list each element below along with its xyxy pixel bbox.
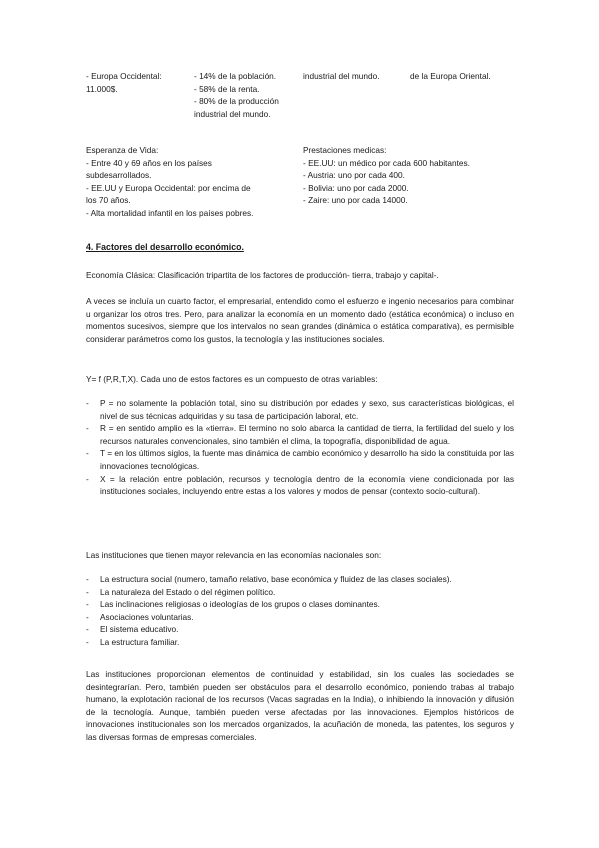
list-item: - P = no solamente la población total, sino su distribución por edades y sexo, sus características biológicas, el nivel de sus técnicas adquiridas y su tasa de participación laboral, etc. (86, 397, 514, 422)
table-cell-europa-occidental: - Europa Occidental: 11.000$. (86, 71, 162, 94)
list-item: - X = la relación entre población, recursos y tecnología dentro de la economía viene condicionada por las instituciones sociales, incluyendo entre estas a los valores y modos de pensar (contexto socio-cultural). (86, 473, 514, 498)
paragraph-fourth-factor: A veces se incluía un cuarto factor, el empresarial, entendido como el esfuerzo e ingenio necesarios para combinar u organizar los otros tres. Pero, para analizar la economía en un momento dado (estática económica) o incluso en momentos sucesivos, siempre que los intervalos no sean grandes (dinámica o estática comparativa), es permisible considerar parámetros como los gustos, la tecnología y las instituciones sociales. (86, 296, 514, 344)
list-item: - Asociaciones voluntarias. (86, 611, 514, 624)
table-cell-production: industrial del mundo. (303, 71, 380, 81)
section-heading: 4. Factores del desarrollo económico. (86, 242, 244, 252)
paragraph-institutions-role: Las instituciones proporcionan elementos de continuidad y estabilidad, sin los cuales las sociedades se desintegrarían. Pero, también pueden ser obstáculos para el desarrollo económico, poniendo trabas al trabajo humano, la explotación racional de los recursos (Vacas sagradas en la India), o inhibiendo la innovación y difusión de la tecnología. Aunque, también pueden verse afectadas por las innovaciones. Ejemplos históricos de innovaciones institucionales son los mercados organizados, la acuñación de moneda, las patentes, los seguros y las diversas formas de empresas comerciales. (86, 669, 514, 742)
institutions-list (86, 573, 514, 649)
paragraph-institutions-intro: Las instituciones que tienen mayor relevancia en las economías nacionales son: (86, 550, 382, 560)
list-item: - T = en los últimos siglos, la fuente mas dinámica de cambio económico y desarrollo ha sido la constituida por las innovaciones tecnológicas. (86, 447, 514, 472)
medical-services-block: Prestaciones medicas: - EE.UU: un médico por cada 600 habitantes. - Austria: uno por cada 400. - Bolivia: uno por cada 2000. - Zaire: uno por cada 14000. (303, 145, 470, 206)
list-item: - El sistema educativo. (86, 623, 514, 636)
factors-list (86, 397, 514, 498)
list-item: - R = en sentido amplio es la «tierra». El termino no solo abarca la cantidad de tierra, la fertilidad del suelo y los recursos naturales convencionales, sino también el clima, la topografía, disponibilidad de agua. (86, 422, 514, 447)
life-expectancy-block: Esperanza de Vida: - Entre 40 y 69 años en los países subdesarrollados. - EE.UU y Europa Occidental: por encima de los 70 años. - Alta mortalidad infantil en los países pobres. (86, 145, 254, 218)
paragraph-classical-economy: Economía Clásica: Clasificación tripartita de los factores de producción- tierra, trabajo y capital-. (86, 270, 439, 280)
list-item: - La estructura social (numero, tamaño relativo, base económica y fluidez de las clases sociales). (86, 573, 514, 586)
table-cell-stats: - 14% de la población. - 58% de la renta. - 80% de la producción industrial del mundo. (194, 71, 279, 119)
table-cell-europa-oriental: de la Europa Oriental. (410, 71, 491, 81)
list-item: - La estructura familiar. (86, 636, 514, 649)
list-item: - Las inclinaciones religiosas o ideologías de los grupos o clases dominantes. (86, 598, 514, 611)
paragraph-formula: Y= f (P,R,T,X). Cada uno de estos factores es un compuesto de otras variables: (86, 374, 378, 384)
list-item: - La naturaleza del Estado o del régimen político. (86, 586, 514, 599)
